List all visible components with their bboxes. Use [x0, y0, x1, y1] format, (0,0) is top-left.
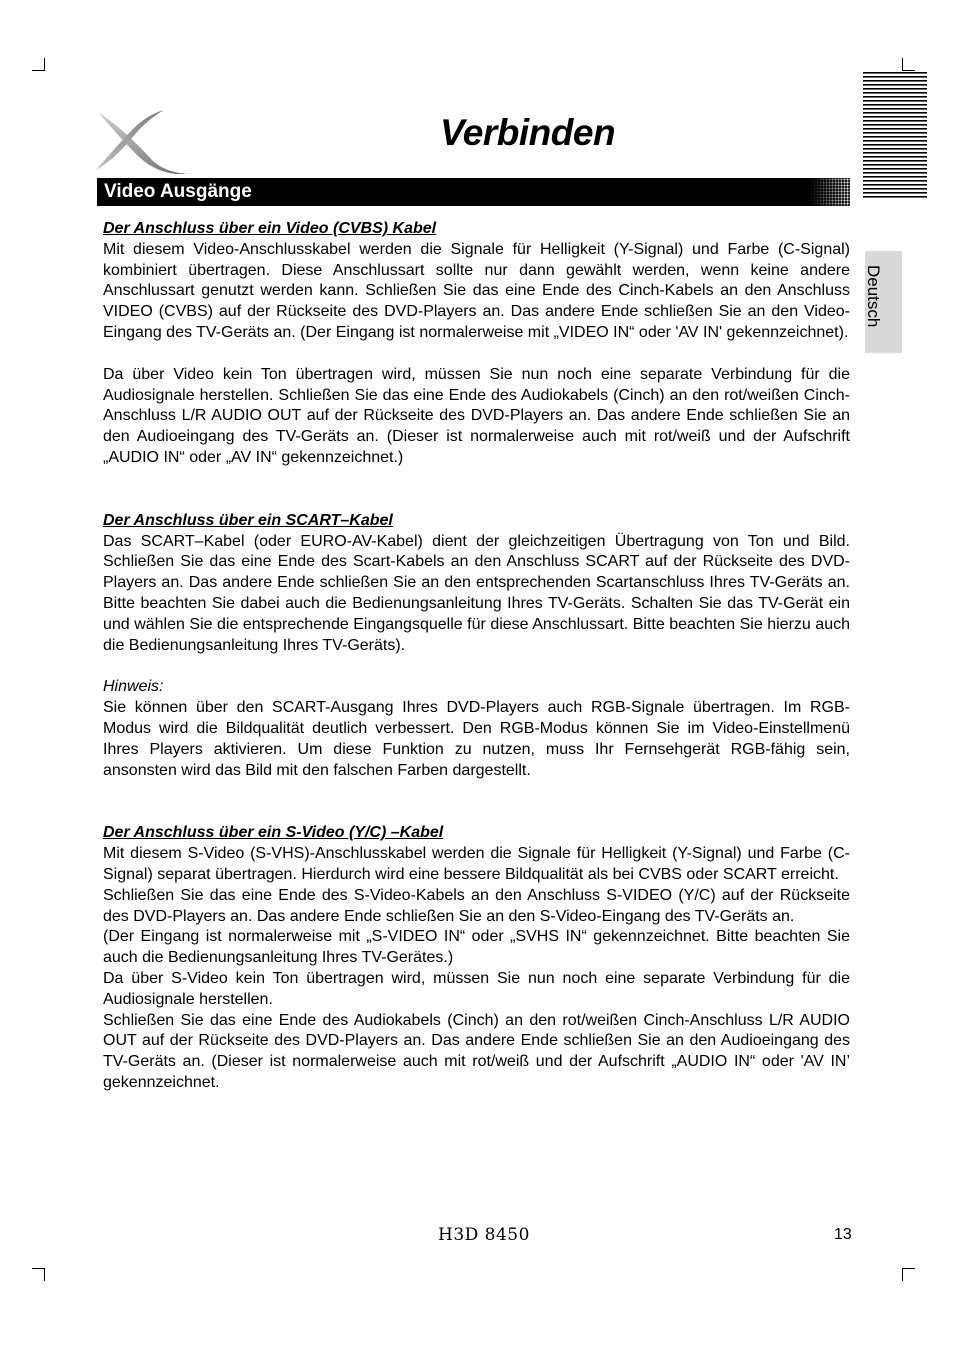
- stripe-line: [863, 116, 927, 118]
- stripe-line: [863, 180, 927, 182]
- stripe-line: [863, 88, 927, 90]
- language-tab-label: Deutsch: [864, 265, 883, 328]
- stripe-line: [863, 184, 927, 186]
- stripe-line: [863, 192, 927, 194]
- stripe-line: [863, 176, 927, 178]
- subheading-scart: Der Anschluss über ein SCART–Kabel: [103, 511, 393, 529]
- stripe-line: [863, 100, 927, 102]
- crop-mark-bottom-right: [902, 1268, 903, 1281]
- stripe-line: [863, 136, 927, 138]
- section-title: Video Ausgänge: [104, 181, 252, 202]
- paragraph: Schließen Sie das eine Ende des Audiokabels (Cinch) an den rot/weißen Cinch-Anschluss L/R AUDIO OUT auf der Rückseite des DVD-Players an. Das andere Ende schließen Sie an den Audioeingang des TV-Geräts an. (Dieser ist normalerweise auch mit rot/weiß und der Aufschrift „AUDIO IN“ oder 'AV IN’ gekennzeichnet.: [103, 1011, 850, 1091]
- language-tab: [865, 251, 902, 353]
- stripe-line: [863, 80, 927, 82]
- page-content: [103, 219, 850, 1094]
- stripe-line: [863, 108, 927, 110]
- paragraph: Mit diesem S-Video (S-VHS)-Anschlusskabel werden die Signale für Helligkeit (Y-Signal) und Farbe (C-Signal) separat übertragen. Hierdurch wird eine bessere Bildqualität als bei CVBS oder SCART erreicht.: [103, 845, 850, 883]
- note-text: Sie können über den SCART-Ausgang Ihres DVD-Players auch RGB-Signale übertragen. Im RGB-Modus wird die Bildqualität deutlich verbessert. Den RGB-Modus können Sie im Video-Einstellmenü Ihres Players aktivieren. Um diese Funktion zu nutzen, muss Ihr Fernsehgerät RGB-fähig sein, ansonsten wird das Bild mit den falschen Farben dargestellt.: [103, 699, 850, 779]
- stripe-line: [863, 168, 927, 170]
- stripe-line: [863, 164, 927, 166]
- crop-mark-bottom-left: [44, 1268, 45, 1281]
- page-number: 13: [834, 1226, 852, 1243]
- stripe-line: [863, 156, 927, 158]
- x-logo-icon: [94, 108, 194, 176]
- crop-mark-bottom-right: [902, 1268, 915, 1269]
- paragraph: (Der Eingang ist normalerweise mit „S-VIDEO IN“ oder „SVHS IN“ gekennzeichnet. Bitte beachten Sie auch die Bedienungsanleitung Ihres TV-Gerätes.): [103, 928, 850, 967]
- stripe-line: [863, 92, 927, 94]
- stripe-line: [863, 172, 927, 174]
- stripe-line: [863, 132, 927, 134]
- stripe-line: [863, 160, 927, 162]
- model-name: H3D 8450: [438, 1225, 530, 1245]
- stripe-line: [863, 72, 927, 74]
- subheading-svideo: Der Anschluss über ein S-Video (Y/C) –Kabel: [103, 824, 444, 842]
- paragraph: Schließen Sie das eine Ende des S-Video-Kabels an den Anschluss S-VIDEO (Y/C) auf der Rückseite des DVD-Players an. Das andere Ende schließen Sie an den S-Video-Eingang des TV-Geräts an.: [103, 886, 850, 925]
- stripe-line: [863, 84, 927, 86]
- stripe-line: [863, 76, 927, 78]
- crop-mark-top-right: [902, 70, 915, 71]
- decorative-stripes: [863, 72, 927, 198]
- stripe-line: [863, 196, 927, 198]
- stripe-line: [863, 120, 927, 122]
- stripe-line: [863, 128, 927, 130]
- stripe-line: [863, 104, 927, 106]
- stripe-line: [863, 152, 927, 154]
- page-title: Verbinden: [440, 112, 616, 153]
- paragraph: Da über Video kein Ton übertragen wird, müssen Sie nun noch eine separate Verbindung für die Audiosignale herstellen. Schließen Sie das eine Ende des Audiokabels (Cinch) an den rot/weißen Cinch-Anschluss L/R AUDIO OUT auf der Rückseite des DVD-Players an. Das andere Ende schließen Sie an den Audioeingang des TV-Geräts an. (Dieser ist normalerweise auch mit rot/weiß und der Aufschrift „AUDIO IN“ oder „AV IN“ gekennzeichnet.): [103, 365, 850, 466]
- halftone-dots: [810, 178, 850, 206]
- note-label: Hinweis:: [103, 678, 164, 696]
- stripe-line: [863, 96, 927, 98]
- stripe-line: [863, 144, 927, 146]
- stripe-line: [863, 112, 927, 114]
- paragraph: Das SCART–Kabel (oder EURO-AV-Kabel) dient der gleichzeitigen Übertragung von Ton und Bild. Schließen Sie das eine Ende des Scart-Kabels an den Anschluss SCART auf der Rückseite des DVD-Players an. Das andere Ende schließen Sie an den entsprechenden Scartanschluss Ihres TV-Geräts an. Bitte beachten Sie dabei auch die Bedienungsanleitung Ihres TV-Geräts. Schalten Sie das TV-Gerät ein und wählen Sie die entsprechende Eingangsquelle für diese Anschlussart. Bitte beachten Sie hierzu auch die Bedienungsanleitung Ihres TV-Geräts).: [103, 532, 850, 654]
- stripe-line: [863, 188, 927, 190]
- paragraph: Mit diesem Video-Anschlusskabel werden die Signale für Helligkeit (Y-Signal) und Farbe (C-Signal) kombiniert übertragen. Diese Anschlussart sollte nur dann gewählt werden, wenn keine andere Anschlussart genutzt werden kann. Schließen Sie das eine Ende des Cinch-Kabels an den Anschluss VIDEO (CVBS) auf der Rückseite des DVD-Players an. Das andere Ende schließen Sie an den Video-Eingang des TV-Geräts an. (Der Eingang ist normalerweise mit „VIDEO IN“ oder 'AV IN' gekennzeichnet).: [103, 240, 850, 341]
- section-header-bar: [97, 178, 850, 206]
- subheading-cvbs: Der Anschluss über ein Video (CVBS) Kabel: [103, 220, 437, 237]
- paragraph: Da über S-Video kein Ton übertragen wird, müssen Sie nun noch eine separate Verbindung für die Audiosignale herstellen.: [103, 969, 850, 1008]
- stripe-line: [863, 124, 927, 126]
- stripe-line: [863, 140, 927, 142]
- stripe-line: [863, 148, 927, 150]
- crop-mark-top-left: [44, 58, 45, 71]
